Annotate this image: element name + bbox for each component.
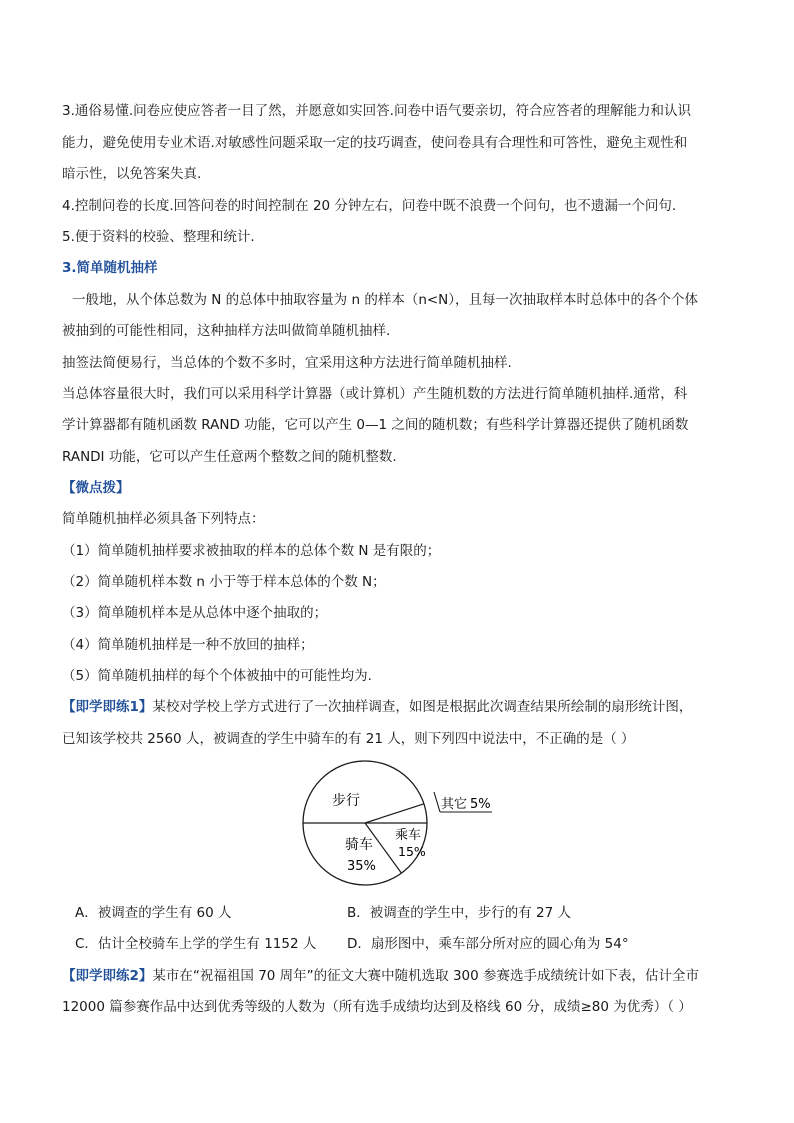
option-d[interactable]: D．扇形图中，乘车部分所对应的圆心角为 54° [347,936,629,952]
pie-chart [300,758,510,898]
tip-label: 【微点拨】 [62,480,130,496]
paragraph-3-line-3: 暗示性，以免答案失真. [62,166,202,182]
section-heading-simple-random-sampling: 3.简单随机抽样 [62,260,158,276]
calculator-line-2: 学计算器都有随机函数 RAND 功能，它可以产生 0—1 之间的随机数；有些科学计算器还提供了随机函数 [62,417,689,433]
slice-label-bike: 骑车 [345,837,373,853]
exercise-1-line-2: 已知该学校共 2560 人，被调查的学生中骑车的有 21 人，则下列四中说法中，不正确的是（ ） [62,731,635,747]
paragraph-4: 4.控制问卷的长度.回答问卷的时间控制在 20 分钟左右，问卷中既不浪费一个问句，也不遗漏一个问句. [62,198,677,214]
definition-line-2: 被抽到的可能性相同，这种抽样方法叫做简单随机抽样. [62,323,391,339]
option-c[interactable]: C．估计全校骑车上学的学生有 1152 人 [75,936,317,952]
option-b[interactable]: B．被调查的学生中，步行的有 27 人 [347,905,572,921]
tip-item-1: （1）简单随机抽样要求被抽取的样本的总体个数 N 是有限的； [62,543,441,559]
exercise-1-question: 某校对学校上学方式进行了一次抽样调查，如图是根据此次调查结果所绘制的扇形统计图， [152,699,693,715]
paragraph-3-line-1: 3.通俗易懂.问卷应使应答者一目了然，并愿意如实回答.问卷中语气要亲切，符合应答者的理解能力和认识 [62,103,691,119]
calculator-line-1: 当总体容量很大时，我们可以采用科学计算器（或计算机）产生随机数的方法进行简单随机抽样.通常，科 [62,386,688,402]
exercise-2-label: 【即学即练2】 [62,968,153,984]
option-a[interactable]: A．被调查的学生有 60 人 [75,905,232,921]
tip-item-4: （4）简单随机抽样是一种不放回的抽样； [62,637,314,653]
definition-line-1: 一般地，从个体总数为 N 的总体中抽取容量为 n 的样本（n<N），且每一次抽取样本时总体中的各个个体 [72,292,699,308]
tip-item-2: （2）简单随机样本数 n 小于等于样本总体的个数 N； [62,574,386,590]
slice-label-other: 其它 5% [441,797,491,812]
tip-item-5: （5）简单随机抽样的每个个体被抽中的可能性均为. [62,668,372,684]
tip-item-3: （3）简单随机样本是从总体中逐个抽取的； [62,605,328,621]
paragraph-3-line-2: 能力，避免使用专业术语.对敏感性问题采取一定的技巧调查，使问卷具有合理性和可答性，避免主观性和 [62,135,688,151]
slice-label-walk: 步行 [332,793,360,809]
other-label-leader [434,792,440,812]
slice-boundary-walk-other [365,804,424,823]
calculator-line-3: RANDI 功能，它可以产生任意两个整数之间的随机整数. [62,449,397,465]
slice-value-bike: 35% [347,859,376,874]
slice-value-ride: 15% [398,844,426,859]
exercise-2-line-2: 12000 篇参赛作品中达到优秀等级的人数为（所有选手成绩均达到及格线 60 分，成绩≥80 为优秀）（ ） [62,999,692,1015]
tip-intro: 简单随机抽样必须具备下列特点： [62,511,265,527]
lottery-method-text: 抽签法简便易行，当总体的个数不多时，宜采用这种方法进行简单随机抽样. [62,355,512,371]
exercise-1-label: 【即学即练1】 [62,699,153,715]
exercise-2-line-1 [62,966,732,986]
exercise-2-question: 某市在“祝福祖国 70 周年”的征文大赛中随机选取 300 参赛选手成绩统计如下表，估计全市 [152,968,700,984]
paragraph-5: 5.便于资料的校验、整理和统计. [62,229,255,245]
exercise-1-line-1 [62,697,732,717]
slice-label-ride: 乘车 [395,828,422,843]
